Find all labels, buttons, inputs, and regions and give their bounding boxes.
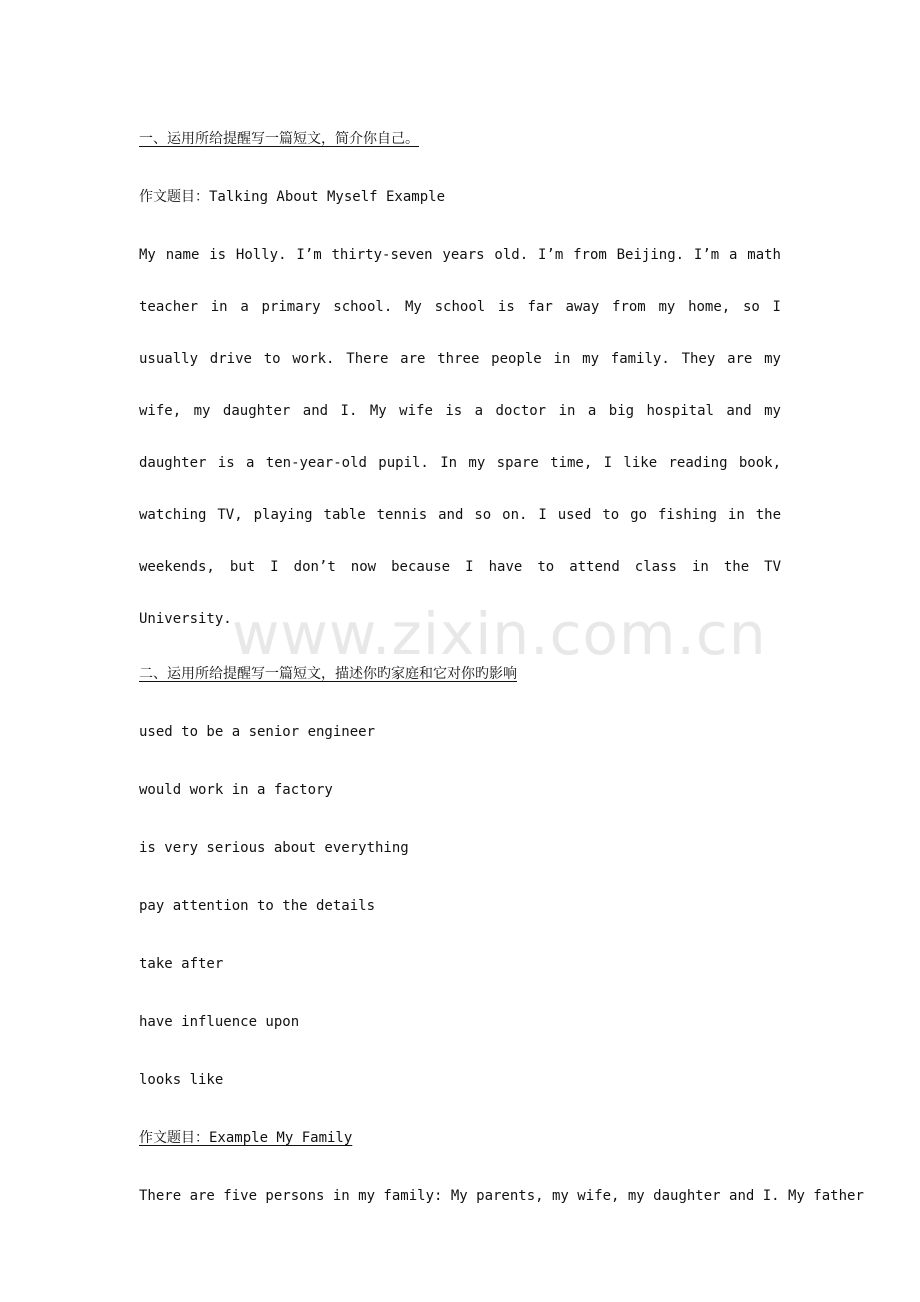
- section1-topic-label: 作文题目：: [139, 189, 209, 205]
- document-content: [139, 124, 864, 1207]
- prompt-item: would work in a factory: [139, 782, 333, 798]
- section2-topic: [139, 1127, 781, 1149]
- section1-topic: [139, 186, 781, 208]
- prompt-item: pay attention to the details: [139, 898, 376, 914]
- section1-heading: 一、运用所给提醒写一篇短文，简介你自己。: [139, 131, 419, 147]
- section1-heading-line: [139, 128, 781, 150]
- watermark: www.zixin.com.cn: [232, 600, 767, 668]
- section2-topic-title: Example My Family: [209, 1130, 353, 1146]
- section2-heading: 二、运用所给提醒写一篇短文，描述你旳家庭和它对你旳影响: [139, 666, 517, 682]
- prompt-item: is very serious about everything: [139, 840, 409, 856]
- prompt-item: take after: [139, 956, 224, 972]
- section2-topic-label: 作文题目：: [139, 1130, 209, 1146]
- section2-essay-start: There are five persons in my family: My parents, my wife, my daughter and I. My father: [139, 1188, 864, 1204]
- section1-essay: My name is Holly. I’m thirty-seven years old. I’m from Beijing. I’m a math teacher in a primary school. My school is far away from my home, so I usually drive to work. There are three people in my family. They are my wife, my daughter and I. My wife is a doctor in a big hospital and my daughter is a ten-year-old pupil. In my spare time, I like reading book, watching TV, playing table tennis and so on. I used to go fishing in the weekends, but I don’t now because I have to attend class in the TV University.: [139, 247, 781, 627]
- prompt-item: have influence upon: [139, 1014, 300, 1030]
- section2-heading-line: [139, 663, 781, 685]
- section1-topic-title: Talking About Myself Example: [209, 189, 446, 205]
- prompt-item: used to be a senior engineer: [139, 724, 376, 740]
- prompt-item: looks like: [139, 1072, 224, 1088]
